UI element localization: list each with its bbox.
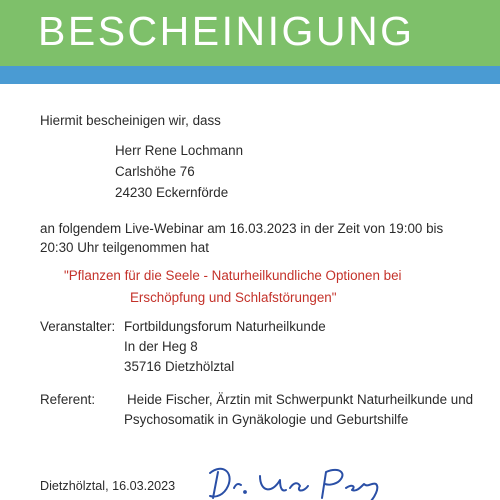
place-date: Dietzhölztal, 16.03.2023 — [40, 479, 176, 493]
body-line-1: an folgendem Live-Webinar am 16.03.2023 in der Zeit von 19:00 bis — [40, 221, 444, 236]
recipient-city: 24230 Eckernförde — [115, 185, 229, 200]
speaker-line-1: Heide Fischer, Ärztin mit Schwerpunkt Naturheilkunde und — [127, 392, 474, 407]
webinar-title-line-2: Erschöpfung und Schlafstörungen" — [130, 290, 337, 305]
speaker-label: Referent: — [40, 392, 96, 407]
recipient-street: Carlshöhe 76 — [115, 164, 195, 179]
document-title: BESCHEINIGUNG — [38, 8, 415, 54]
organizer-name: Fortbildungsforum Naturheilkunde — [124, 319, 326, 334]
organizer-street: In der Heg 8 — [124, 339, 198, 354]
speaker-line-2: Psychosomatik in Gynäkologie und Geburtshilfe — [124, 412, 409, 427]
body-line-2: 20:30 Uhr teilgenommen hat — [40, 240, 209, 255]
header-stripe — [0, 66, 500, 84]
recipient-name: Herr Rene Lochmann — [115, 143, 244, 158]
organizer-city: 35716 Dietzhölztal — [124, 359, 235, 374]
intro-text: Hiermit bescheinigen wir, dass — [40, 113, 221, 128]
organizer-label: Veranstalter: — [40, 319, 116, 334]
webinar-title-line-1: "Pflanzen für die Seele - Naturheilkundliche Optionen bei — [64, 268, 402, 283]
signature-image — [200, 458, 400, 500]
header-banner — [0, 0, 500, 66]
